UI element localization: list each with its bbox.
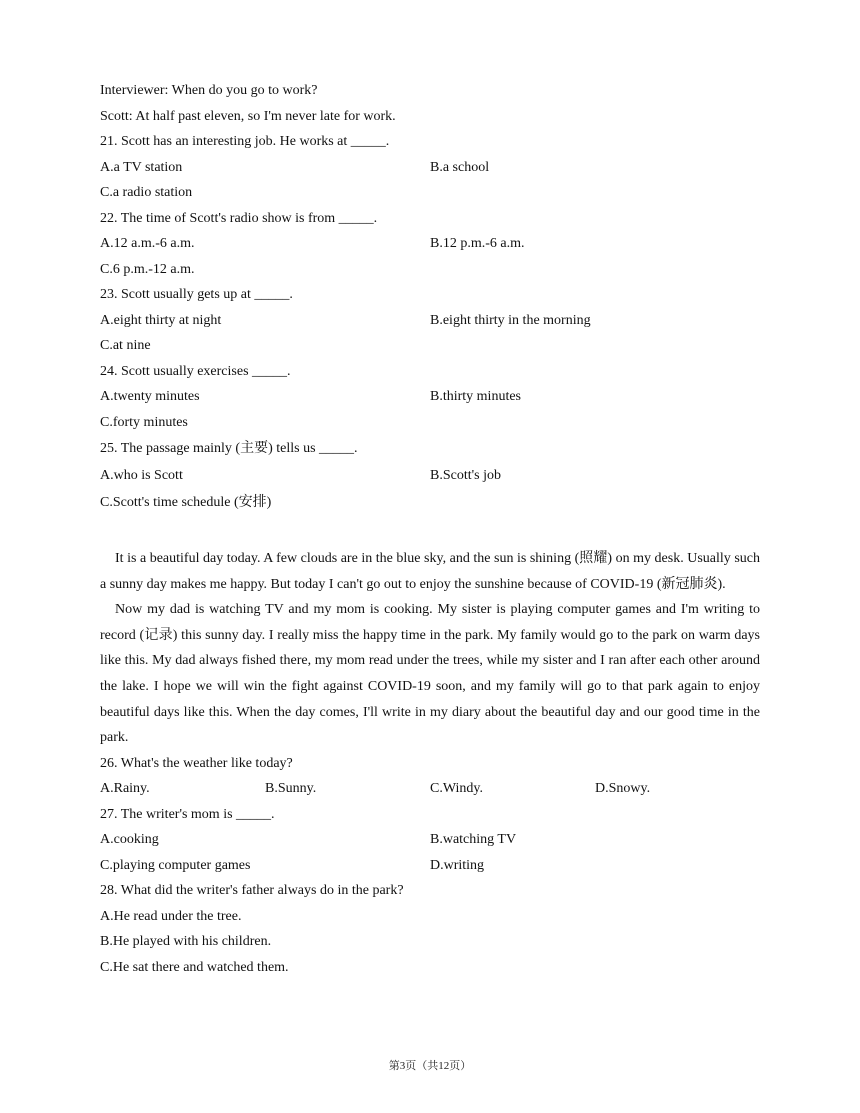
option: B.Sunny.	[265, 781, 317, 797]
option: A.who is Scott	[100, 468, 183, 483]
passage-paragraph: Now my dad is watching TV and my mom is cooking. My sister is playing computer games and I'm writing to record (记录) this sunny day. I really miss the happy time in the park. My family would go to the park on warm days like this. My dad always fished there, my mom read under the trees, while my sister and I ran after each other around the lake. I hope we will win the fight against COVID-19 soon, and my family will go to that park again to enjoy beautiful days like this. When the day comes, I'll write in my diary about the beautiful day and our good time in the park.	[100, 602, 760, 746]
question-stem: 26. What's the weather like today?	[100, 755, 293, 771]
option: A.a TV station	[100, 159, 183, 175]
option-row	[100, 384, 760, 410]
question-stem: 23. Scott usually gets up at _____.	[100, 287, 293, 302]
option: B.Scott's job	[430, 468, 501, 483]
passage-paragraph: It is a beautiful day today. A few clouds are in the blue sky, and the sun is shining (照耀) on my desk. Usually such a sunny day makes me happy. But today I can't go out to enjoy the sunshine because of COVID-19 (新冠肺炎).	[100, 551, 760, 592]
dialogue-line: Interviewer: When do you go to work?	[100, 83, 318, 98]
option: C.forty minutes	[100, 414, 188, 430]
option-row	[100, 776, 760, 802]
page-footer: 第3页（共12页）	[388, 1060, 472, 1072]
option: B.thirty minutes	[430, 389, 521, 404]
option: B.a school	[430, 159, 490, 175]
option: C.He sat there and watched them.	[100, 959, 289, 975]
option-row	[100, 231, 760, 257]
question-stem: 25. The passage mainly (主要) tells us _____.	[100, 441, 358, 456]
option: A.cooking	[100, 832, 159, 848]
option: B.eight thirty in the morning	[430, 312, 591, 328]
option: C.Scott's time schedule (安排)	[100, 495, 272, 510]
option: A.Rainy.	[100, 781, 150, 797]
question-stem: 24. Scott usually exercises _____.	[100, 363, 291, 379]
option-row	[100, 308, 760, 334]
option-row	[100, 827, 760, 853]
question-stem: 22. The time of Scott's radio show is from _____.	[100, 210, 378, 226]
option: B.He played with his children.	[100, 934, 272, 950]
page-content	[100, 78, 760, 980]
option: C.Windy.	[430, 781, 483, 797]
option: D.Snowy.	[595, 781, 651, 797]
option: B.12 p.m.-6 a.m.	[430, 236, 525, 251]
option-row	[100, 462, 760, 489]
option: A.eight thirty at night	[100, 312, 222, 328]
option: C.at nine	[100, 338, 151, 353]
option: B.watching TV	[430, 832, 517, 848]
option: A.He read under the tree.	[100, 908, 242, 924]
option: A.twenty minutes	[100, 389, 200, 404]
option: D.writing	[430, 857, 485, 873]
dialogue-line: Scott: At half past eleven, so I'm never late for work.	[100, 108, 396, 124]
option: A.12 a.m.-6 a.m.	[100, 236, 195, 251]
option-row	[100, 853, 760, 879]
question-stem: 28. What did the writer's father always do in the park?	[100, 883, 404, 899]
question-stem: 27. The writer's mom is _____.	[100, 806, 275, 822]
option: C.6 p.m.-12 a.m.	[100, 261, 195, 277]
option-row	[100, 155, 760, 181]
option: C.a radio station	[100, 185, 193, 200]
section-gap	[100, 516, 760, 546]
option: C.playing computer games	[100, 857, 251, 873]
question-stem: 21. Scott has an interesting job. He works at _____.	[100, 134, 390, 149]
